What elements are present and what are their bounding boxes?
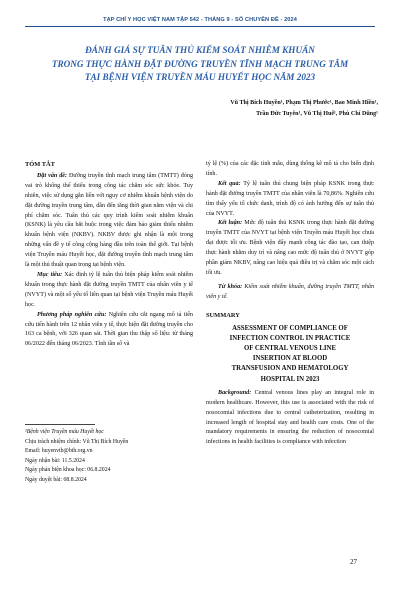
journal-header: TẠP CHÍ Y HỌC VIỆT NAM TẬP 542 - THÁNG 9 - SỐ CHUYÊN ĐỀ - 2024 <box>103 17 297 23</box>
footnote-line: Ngày phản biện khoa học: 06.8.2024 <box>25 467 111 474</box>
title-line: HOSPITAL IN 2023 <box>260 375 320 383</box>
author-line: Trần Đức Tuyên¹, Vũ Thị Huế¹, Phù Chí Dũng¹ <box>256 110 378 117</box>
title-line: INFECTION CONTROL IN PRACTICE <box>229 334 351 342</box>
footnote-line: Chịu trách nhiệm chính: Vũ Thị Bích Huyền <box>25 438 129 445</box>
footnote-line: Email: huyenvtb@bth.org.vn <box>25 448 93 455</box>
abstract-text: Mức độ tuân thủ KSNK trong thực hành đặt đường truyền TMTT của NVYT tại bệnh viện Truyền máu Huyết học chưa đạt được tối ưu. Bệnh viện đẩy mạnh công tác đào tạo, can thiệp thực hành nhằm duy trì và nâng cao mức độ tuân thủ ở NVYT góp phần giảm NKBV, nâng cao hiệu quả điều trị và chăm sóc một cách tối ưu. <box>206 220 374 276</box>
footnote-affiliation: ¹Bệnh viện Truyền máu Huyết học <box>25 429 104 435</box>
article-title-vietnamese <box>20 44 380 85</box>
abstract-text: Central venous lines play an integral role in modern healthcare. However, this use is associated with the risk of nosocomial infections due to central catheterization, resulting in increased length of hospital stay and health care costs. One of the mandatory requirements in ensuring the reduction of nosocomial infections in health facilities is compliance with infection <box>206 389 374 446</box>
title-line: OF CENTRAL VENOUS LINE <box>244 345 336 352</box>
title-line: ĐÁNH GIÁ SỰ TUÂN THỦ KIỂM SOÁT NHIỄM KHUẨN <box>85 45 315 55</box>
abstract-label: Mục tiêu: <box>37 271 63 278</box>
abstract-label: Kết luận: <box>218 220 243 227</box>
title-line: TRONG THỰC HÀNH ĐẶT ĐƯỜNG TRUYỀN TĨNH MẠCH TRUNG TÂM <box>51 58 349 69</box>
author-line: Vũ Thị Bích Huyền¹, Phạm Thị Phước¹, Bao Minh Hiền¹, <box>230 100 378 106</box>
abstract-label: Background: <box>218 389 252 396</box>
header-rule <box>25 26 375 27</box>
footnote-line: Ngày duyệt bài: 08.8.2024 <box>25 476 87 483</box>
abstract-text: tỷ lệ (%) của các đặc tính mẫu, dùng thống kê mô tả cho biến định tính. <box>206 161 374 177</box>
abstract-label: Kết quả: <box>218 180 241 187</box>
abstract-label: Đặt vấn đề: <box>37 172 68 179</box>
abstract-methods-continued <box>206 160 374 180</box>
title-line: TRANSFUSION AND HEMATOLOGY <box>231 365 349 373</box>
abstract-conclusion <box>206 219 374 278</box>
footnotes <box>25 428 195 486</box>
abstract-objective <box>25 271 193 311</box>
keywords-label: Từ khóa: <box>218 283 243 290</box>
title-line: TẠI BỆNH VIỆN TRUYỀN MÁU HUYẾT HỌC NĂM 2023 <box>84 72 316 82</box>
title-line: ASSESSMENT OF COMPLIANCE OF <box>232 324 348 332</box>
right-column <box>206 160 374 448</box>
keywords-text: Kiểm soát nhiễm khuẩn, đường truyền TMTT, nhân viên y tế. <box>206 283 374 300</box>
keywords <box>206 283 374 303</box>
abstract-label: Phương pháp nghiên cứu: <box>37 311 107 318</box>
author-list <box>140 98 378 119</box>
abstract-methods <box>25 311 193 351</box>
abstract-text: Xác định tỷ lệ tuân thủ biện pháp kiểm soát nhiễm khuẩn trong thực hành đặt đường truyền TMTT của nhân viên y tế (NVYT) và một số yếu tố liên quan tại bệnh viện Truyền máu Huyết học. <box>25 271 194 308</box>
footnote-rule <box>25 424 95 425</box>
abstract-text: Đường truyền tĩnh mạch trung tâm (TMTT) đóng vai trò không thể thiếu trong công tác chăm sóc sức khỏe. Tuy nhiên, việc sử dụng gắn liền với nguy cơ nhiễm khuẩn bệnh viện do đặt đường truyền trung tâm, dẫn đến tăng thời gian nằm viện và chi phí chăm sóc. Tuân thủ các quy trình kiểm soát nhiễm khuẩn (KSNK) là yêu cầu bắt buộc trong việc đảm bảo giảm thiểu nhiễm khuẩn bệnh viện (NKBV). NKBV được ghi nhận là một trong những vấn đề y tế công cộng hàng đầu trên toàn thế giới. Tại bệnh viện Truyền máu Huyết học, đặt đường truyền tĩnh mạch trung tâm là một thủ thuật quan trọng tại bệnh viện. <box>25 172 193 269</box>
abstract-background <box>25 172 193 271</box>
page-number: 27 <box>350 558 357 566</box>
abstract-text: Nghiên cứu cắt ngang mô tả tiến cứu tiến hành trên 12 nhân viên y tế, thực hiện đặt đường truyền cho 163 ca bệnh, với 326 quan sát. Thời gian thu thập số liệu: từ tháng 06/2022 đến tháng 06/2023. Tính tần số và <box>25 311 193 348</box>
left-column <box>25 160 193 350</box>
english-background <box>206 389 374 448</box>
summary-heading: TÓM TẮT <box>25 161 55 168</box>
footnote-line: Ngày nhận bài: 11.5.2024 <box>25 457 85 464</box>
abstract-results <box>206 180 374 220</box>
summary-heading-english: SUMMARY <box>206 311 240 319</box>
abstract-text: Tỷ lệ tuân thủ chung biện pháp KSNK trong thực hành đặt đường truyền TMTT của nhân viên là 70,86%. Nghiên cứu tìm thấy yếu tố chức danh, trình độ có ảnh hưởng đến sự tuân thủ của NVYT. <box>206 180 375 217</box>
article-title-english <box>206 324 374 385</box>
title-line: INSERTION AT BLOOD <box>252 355 328 363</box>
